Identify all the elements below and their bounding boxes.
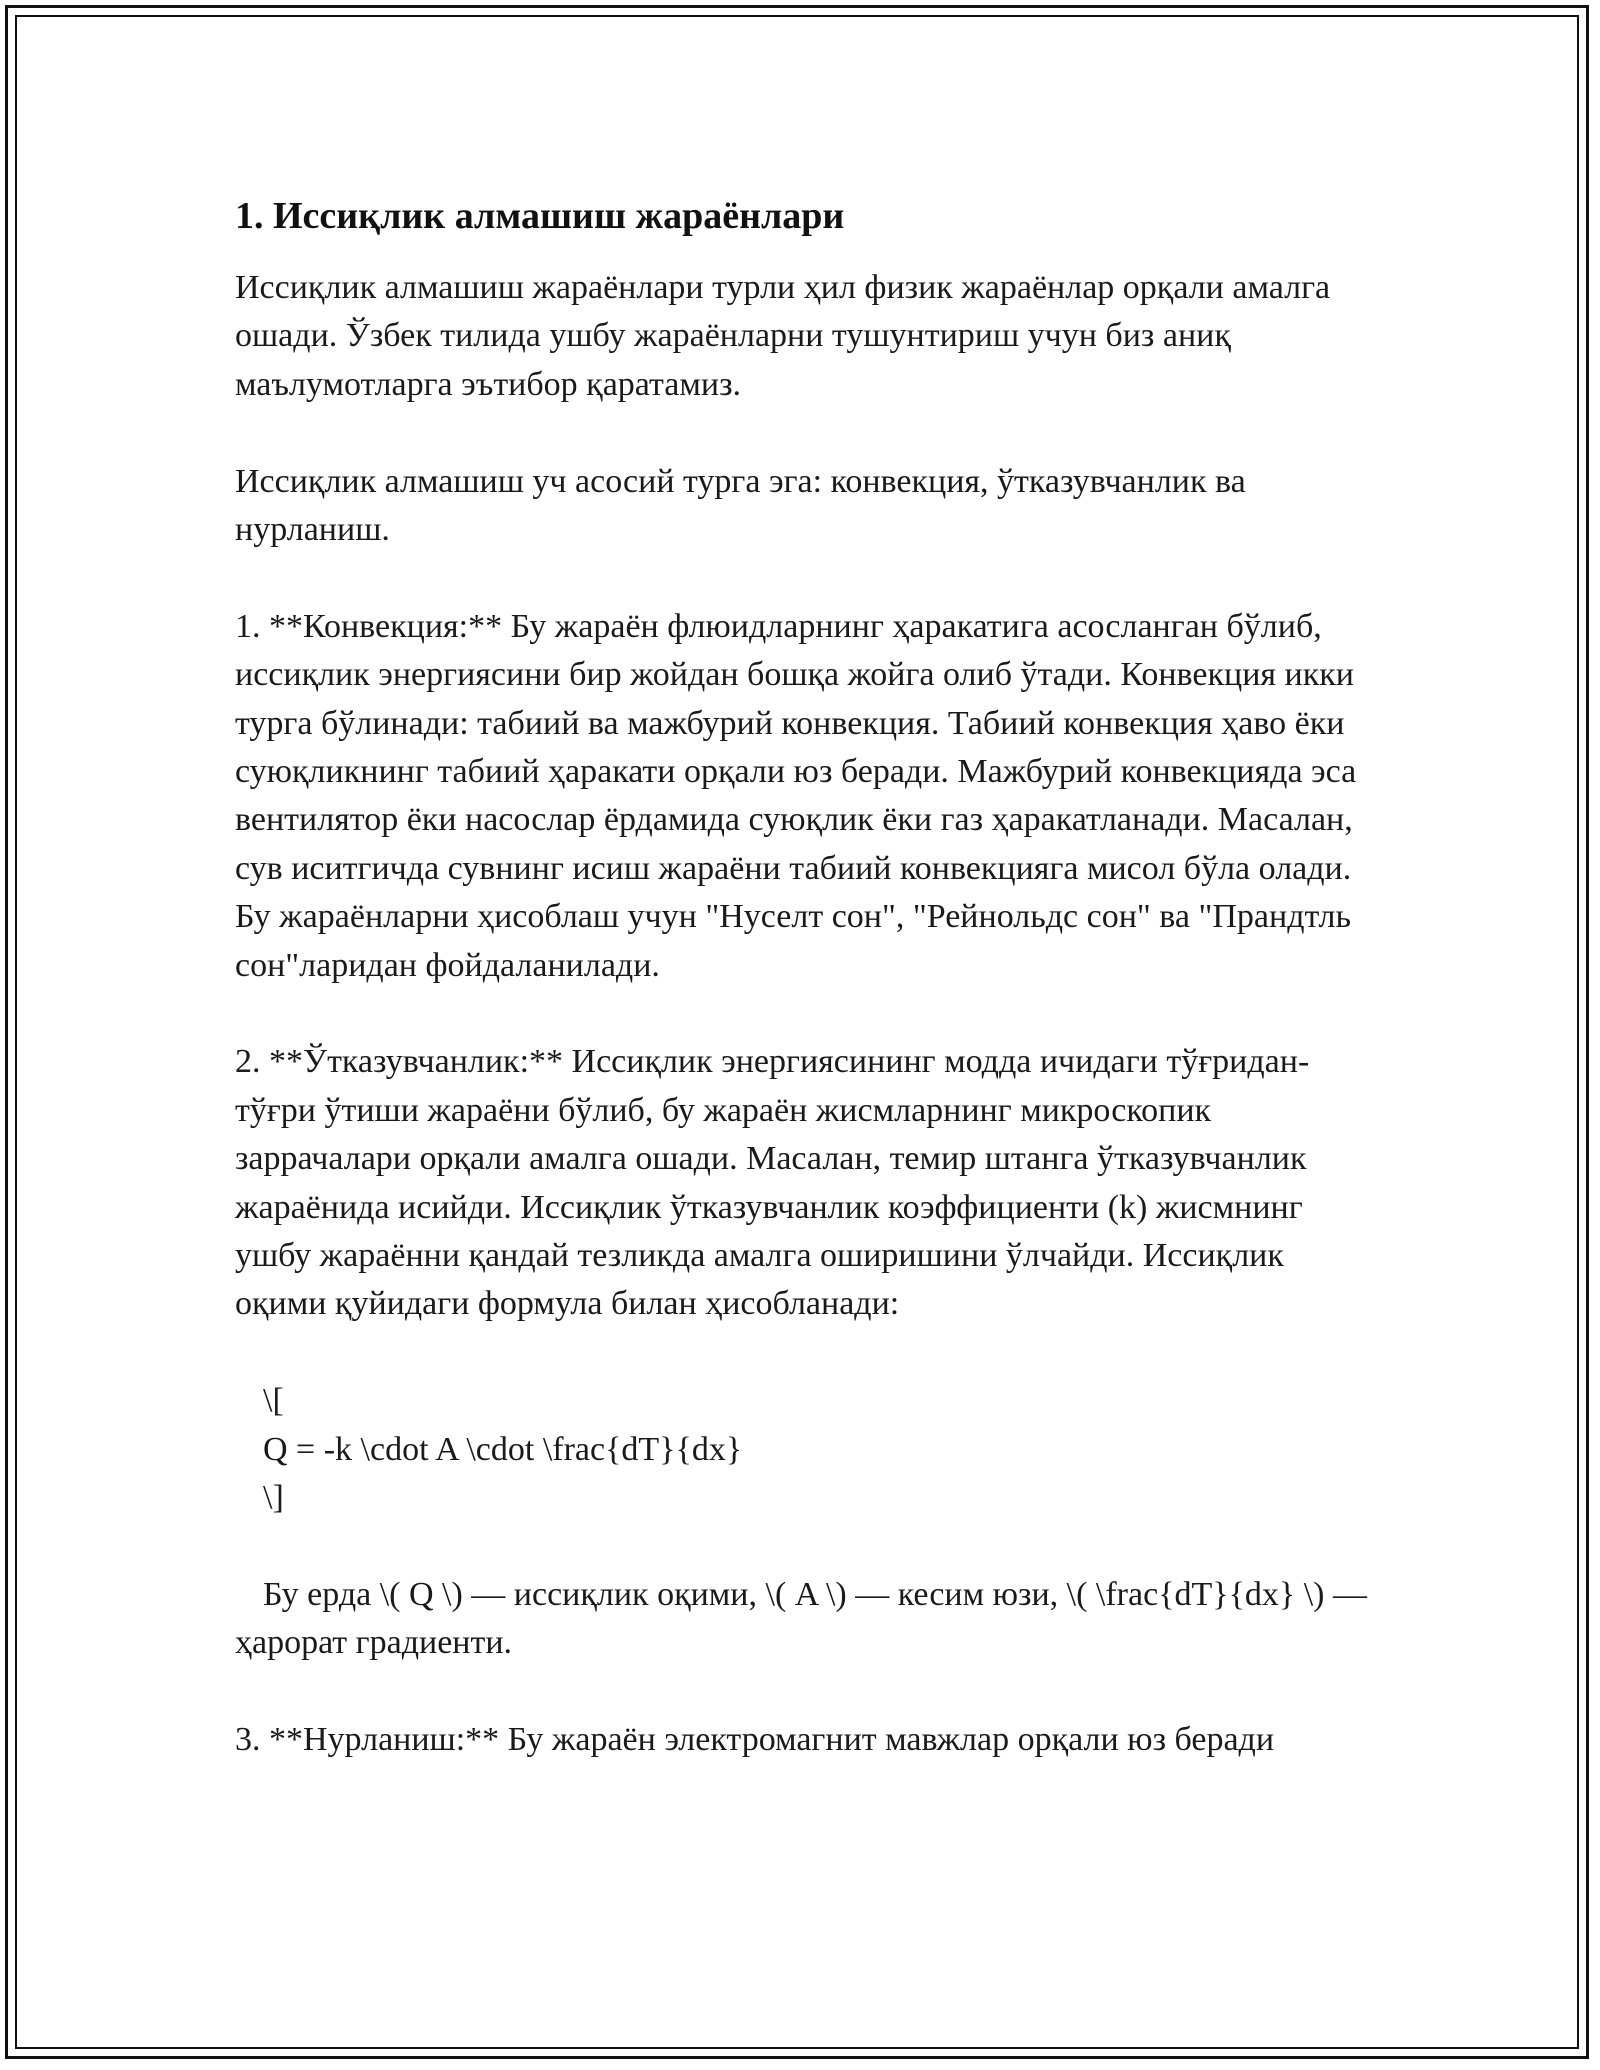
- section-title: 1. Иссиқлик алмашиш жараёнлари: [235, 195, 845, 237]
- paragraph-types: Иссиқлик алмашиш уч асосий турга эга: конвекция, ўтказувчанлик ва нурланиш.: [235, 462, 1255, 549]
- paragraph-intro: Иссиқлик алмашиш жараёнлари турли ҳил физик жараёнлар орқали амалга ошади. Ўзбек тилида ушбу жараёнларни тушунтириш учун биз аниқ маълумотларга эътибор қаратамиз.: [235, 269, 1339, 403]
- paragraph-radiation: 3. **Нурланиш:** Бу жараён электромагнит мавжлар орқали юз беради: [235, 1721, 1275, 1759]
- formula-open: \[: [263, 1382, 284, 1420]
- paragraph-conduction: 2. **Ўтказувчанлик:** Иссиқлик энергиясининг модда ичидаги тўғридан-тўғри ўтиши жараёни бўлиб, бу жараён жисмларнинг микроскопик заррачалари орқали амалга ошади. Масалан, темир штанга ўтказувчанлик жараёнида исийди. Иссиқлик ўтказувчанлик коэффициенти (k) жисмнинг ушбу жараённи қандай тезликда амалга оширишини ўлчайди. Иссиқлик оқими қуйидаги формула билан ҳисобланади:: [235, 1043, 1315, 1323]
- formula-block: [235, 1377, 1375, 1522]
- formula-close: \]: [263, 1479, 284, 1517]
- paragraph-convection: 1. **Конвекция:** Бу жараён флюидларнинг ҳаракатига асосланган бўлиб, иссиқлик энергиясини бир жойдан бошқа жойга олиб ўтади. Конвекция икки турга бўлинади: табиий ва мажбурий конвекция. Табиий конвекция ҳаво ёки суюқликнинг табиий ҳаракати орқали юз беради. Мажбурий конвекцияда эса вентилятор ёки насослар ёрдамида суюқлик ёки газ ҳаракатланади. Масалан, сув иситгичда сувнинг исиш жараёни табиий конвекцияга мисол бўла олади. Бу жараёнларни ҳисоблаш учун "Нуселт сон", "Рейнольдс сон" ва "Прандтль сон"ларидан фойдаланилади.: [235, 607, 1365, 984]
- paragraph-formula-note: Бу ерда \( Q \) — иссиқлик оқими, \( A \) — кесим юзи, \( \frac{dT}{dx} \) — ҳарорат градиенти.: [235, 1575, 1376, 1662]
- document-body: [235, 182, 1375, 1813]
- formula-body: Q = -k \cdot A \cdot \frac{dT}{dx}: [263, 1430, 743, 1468]
